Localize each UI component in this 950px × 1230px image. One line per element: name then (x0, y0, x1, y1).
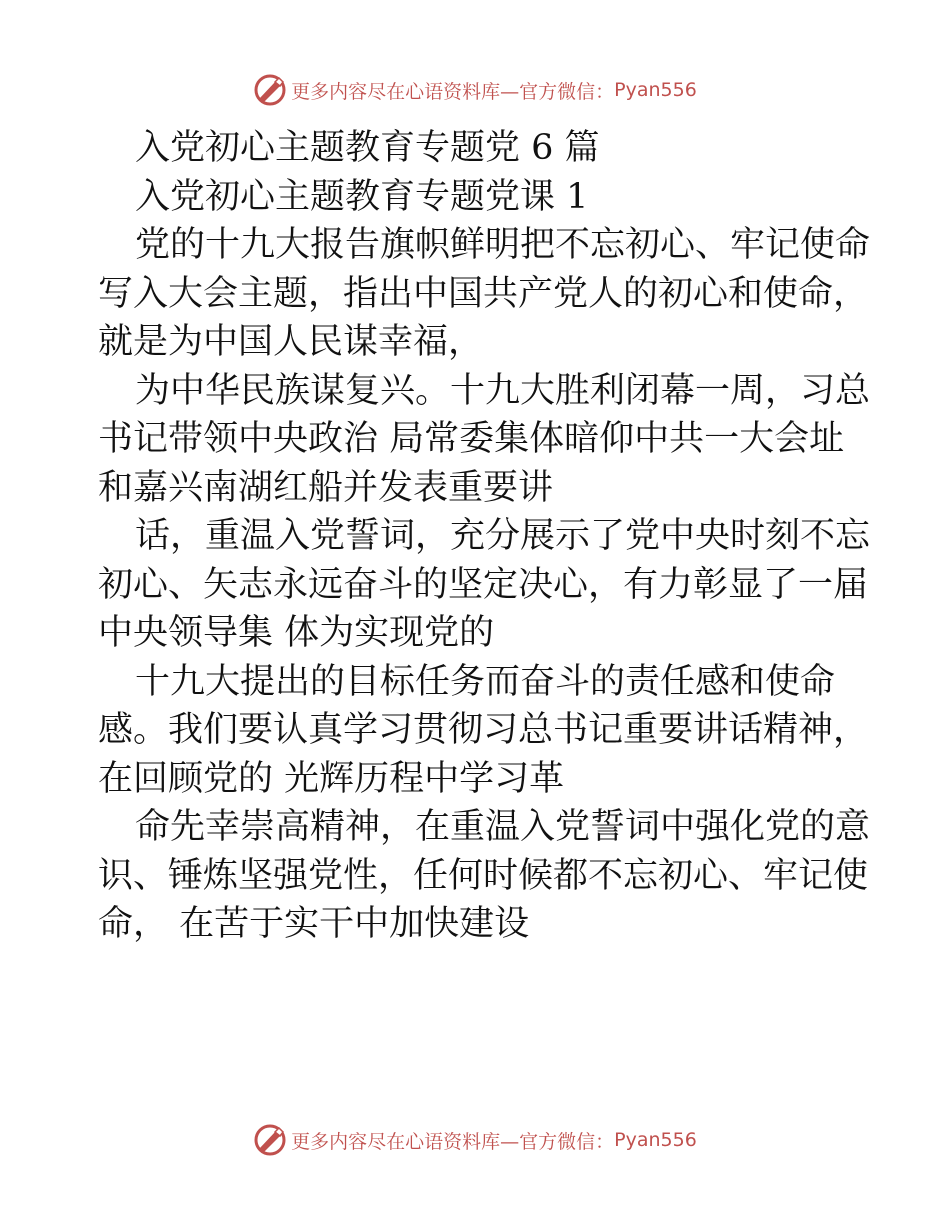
document-body (98, 124, 871, 949)
paragraph-line: 和嘉兴南湖红船并发表重要讲 (98, 467, 554, 508)
paragraph-line: 在回顾党的 光辉历程中学习革 (98, 758, 565, 799)
paragraph-line: 命， 在苦于实干中加快建设 (98, 904, 530, 944)
watermark-text: 更多内容尽在心语资料库—官方微信： (291, 1130, 615, 1153)
watermark-wechat-id: Pyan556 (614, 1129, 697, 1151)
paragraph-line: 党的十九大报告旗帜鲜明把不忘初心、牢记使命 (135, 225, 871, 265)
document-title: 入党初心主题教育专题党 6 篇 (135, 128, 600, 168)
header-watermark (0, 70, 950, 110)
paragraph-line: 感。我们要认真学习贯彻习总书记重要讲话精神， (98, 710, 869, 750)
watermark-wechat-id: Pyan556 (614, 79, 697, 101)
paragraph-line: 话，重温入党誓词，充分展示了党中央时刻不忘 (135, 516, 871, 556)
paragraph-line: 为中华民族谋复兴。十九大胜利闭幕一周，习总 (135, 370, 871, 411)
paragraph-line: 十九大提出的目标任务而奋斗的责任感和使命 (135, 661, 836, 702)
paragraph-line: 命先幸崇高精神，在重温入党誓词中强化党的意 (135, 807, 871, 847)
footer-watermark (0, 1120, 950, 1160)
watermark-text: 更多内容尽在心语资料库—官方微信： (291, 80, 615, 103)
pen-logo-icon (253, 1123, 287, 1157)
paragraph-line: 就是为中国人民谋幸福， (98, 322, 484, 362)
pen-logo-icon (253, 73, 287, 107)
paragraph-line: 初心、矢志永远奋斗的坚定决心，有力彰显了一届 (98, 564, 869, 605)
paragraph-line: 中央领导集 体为实现党的 (98, 613, 495, 653)
paragraph-line: 书记带领中央政治 局常委集体暗仰中共一大会址 (98, 419, 845, 459)
document-subtitle: 入党初心主题教育专题党课 1 (135, 176, 589, 217)
paragraph-line: 写入大会主题，指出中国共产党人的初心和使命， (98, 273, 869, 314)
paragraph-line: 识、锤炼坚强党性，任何时候都不忘初心、牢记使 (98, 855, 869, 896)
